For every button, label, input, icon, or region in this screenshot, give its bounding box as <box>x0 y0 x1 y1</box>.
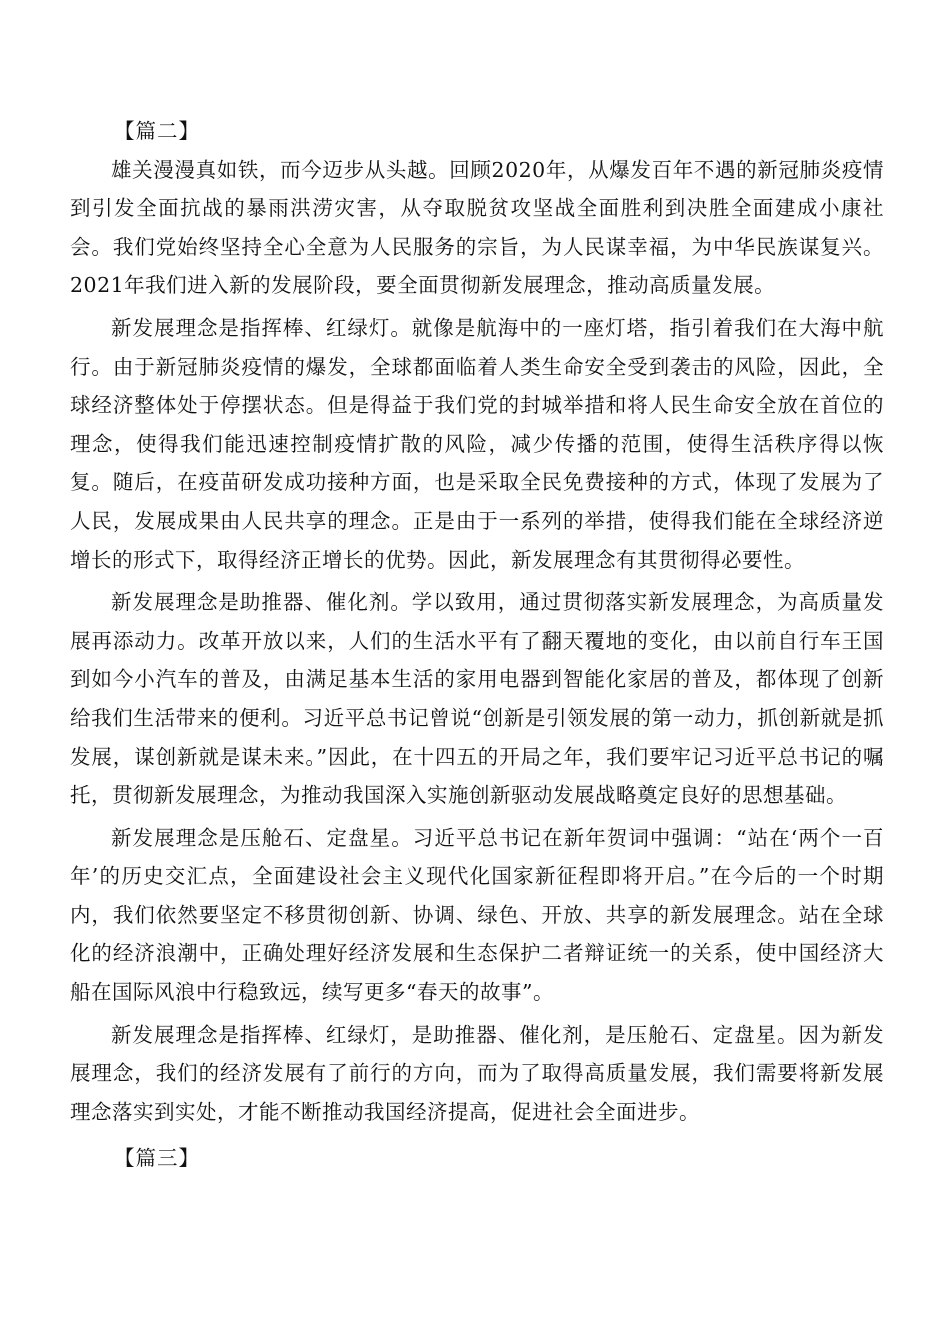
paragraph-5: 新发展理念是指挥棒、红绿灯，是助推器、催化剂，是压舱石、定盘星。因为新发展理念，我们的经济发展有了前行的方向，而为了取得高质量发展，我们需要将新发展理念落实到实处，才能不断推动我国经济提高，促进社会全面进步。 <box>70 1022 884 1124</box>
paragraph-1: 雄关漫漫真如铁，而今迈步从头越。回顾2020年，从爆发百年不遇的新冠肺炎疫情到引发全面抗战的暴雨洪涝灾害，从夺取脱贫攻坚战全面胜利到决胜全面建成小康社会。我们党始终坚持全心全意为人民服务的宗旨，为人民谋幸福，为中华民族谋复兴。2021年我们进入新的发展阶段，要全面贯彻新发展理念，推动高质量发展。 <box>70 157 884 298</box>
paragraph-3: 新发展理念是助推器、催化剂。学以致用，通过贯彻落实新发展理念，为高质量发展再添动力。改革开放以来，人们的生活水平有了翻天覆地的变化，由以前自行车王国到如今小汽车的普及，由满足基本生活的家用电器到智能化家居的普及，都体现了创新给我们生活带来的便利。习近平总书记曾说“创新是引领发展的第一动力，抓创新就是抓发展，谋创新就是谋未来。”因此，在十四五的开局之年，我们要牢记习近平总书记的嘱托，贯彻新发展理念，为推动我国深入实施创新驱动发展战略奠定良好的思想基础。 <box>70 590 884 808</box>
document-body <box>70 112 884 1178</box>
paragraph-2: 新发展理念是指挥棒、红绿灯。就像是航海中的一座灯塔，指引着我们在大海中航行。由于新冠肺炎疫情的爆发，全球都面临着人类生命安全受到袭击的风险，因此，全球经济整体处于停摆状态。但是得益于我们党的封城举措和将人民生命安全放在首位的理念，使得我们能迅速控制疫情扩散的风险，减少传播的范围，使得生活秩序得以恢复。随后，在疫苗研发成功接种方面，也是采取全民免费接种的方式，体现了发展为了人民，发展成果由人民共享的理念。正是由于一系列的举措，使得我们能在全球经济逆增长的形式下，取得经济正增长的优势。因此，新发展理念有其贯彻得必要性。 <box>70 315 884 572</box>
section-heading-two: 【篇二】 <box>114 119 200 143</box>
section-heading-three: 【篇三】 <box>114 1146 200 1171</box>
paragraph-4: 新发展理念是压舱石、定盘星。习近平总书记在新年贺词中强调：“站在‘两个一百年’的历史交汇点，全面建设社会主义现代化国家新征程即将开启。”在今后的一个时期内，我们依然要坚定不移贯彻创新、协调、绿色、开放、共享的新发展理念。站在全球化的经济浪潮中，正确处理好经济发展和生态保护二者辩证统一的关系，使中国经济大船在国际风浪中行稳致远，续写更多“春天的故事”。 <box>70 825 884 1005</box>
